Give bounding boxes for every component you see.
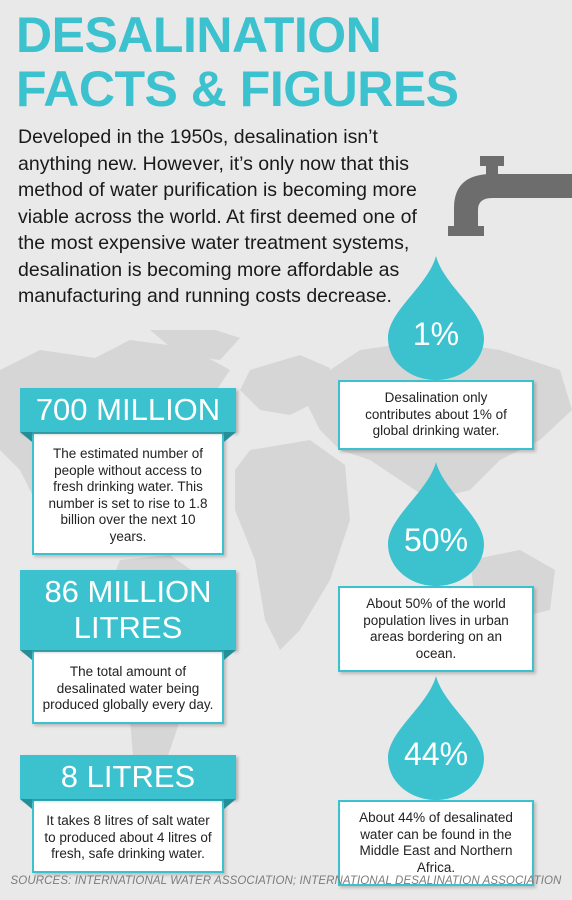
drop-value: 44% bbox=[403, 736, 469, 772]
stat-86-million-litres bbox=[20, 570, 236, 724]
drop-stat-44-percent bbox=[338, 676, 534, 886]
drop-stat-1-percent bbox=[338, 256, 534, 450]
drop-stat-50-percent bbox=[338, 462, 534, 672]
drop-description: About 44% of desalinated water can be found in the Middle East and Northern Africa. bbox=[338, 800, 534, 886]
stat-description: The estimated number of people without access to fresh drinking water. This number is set to rise to 1.8 billion over the next 10 years. bbox=[32, 432, 224, 555]
page-title bbox=[16, 8, 459, 116]
stat-description: The total amount of desalinated water being produced globally every day. bbox=[32, 650, 224, 724]
title-line-1: DESALINATION bbox=[16, 7, 382, 63]
stat-header bbox=[20, 755, 236, 799]
stat-8-litres bbox=[20, 755, 236, 873]
stat-header bbox=[20, 570, 236, 650]
drop-description: About 50% of the world population lives in urban areas bordering on an ocean. bbox=[338, 586, 534, 672]
sources-footer: SOURCES: INTERNATIONAL WATER ASSOCIATION; INTERNATIONAL DESALINATION ASSOCIATION bbox=[10, 875, 562, 887]
faucet-icon bbox=[432, 150, 572, 242]
stat-description: It takes 8 litres of salt water to produced about 4 litres of fresh, safe drinking water. bbox=[32, 799, 224, 873]
stat-value: 700 MILLION bbox=[35, 392, 221, 427]
drop-value: 50% bbox=[403, 522, 469, 558]
intro-paragraph: Developed in the 1950s, desalination isn’t anything new. However, it’s only now that this method of water purification is becoming more viable across the world. At first deemed one of the most expensive water treatment systems, desalination is becoming more affordable as manufacturing and running costs decrease. bbox=[18, 126, 417, 307]
drop-value: 1% bbox=[412, 316, 460, 352]
title-line-2: FACTS & FIGURES bbox=[16, 61, 459, 117]
stat-value-line-2: LITRES bbox=[73, 610, 183, 645]
drop-description: Desalination only contributes about 1% of global drinking water. bbox=[338, 380, 534, 450]
stat-value: 8 LITRES bbox=[60, 759, 196, 794]
water-drop-icon bbox=[384, 676, 488, 800]
water-drop-icon bbox=[384, 462, 488, 586]
stat-value-line-1: 86 MILLION bbox=[44, 574, 212, 609]
water-drop-icon bbox=[384, 256, 488, 380]
stat-header bbox=[20, 388, 236, 432]
stat-700-million bbox=[20, 388, 236, 555]
